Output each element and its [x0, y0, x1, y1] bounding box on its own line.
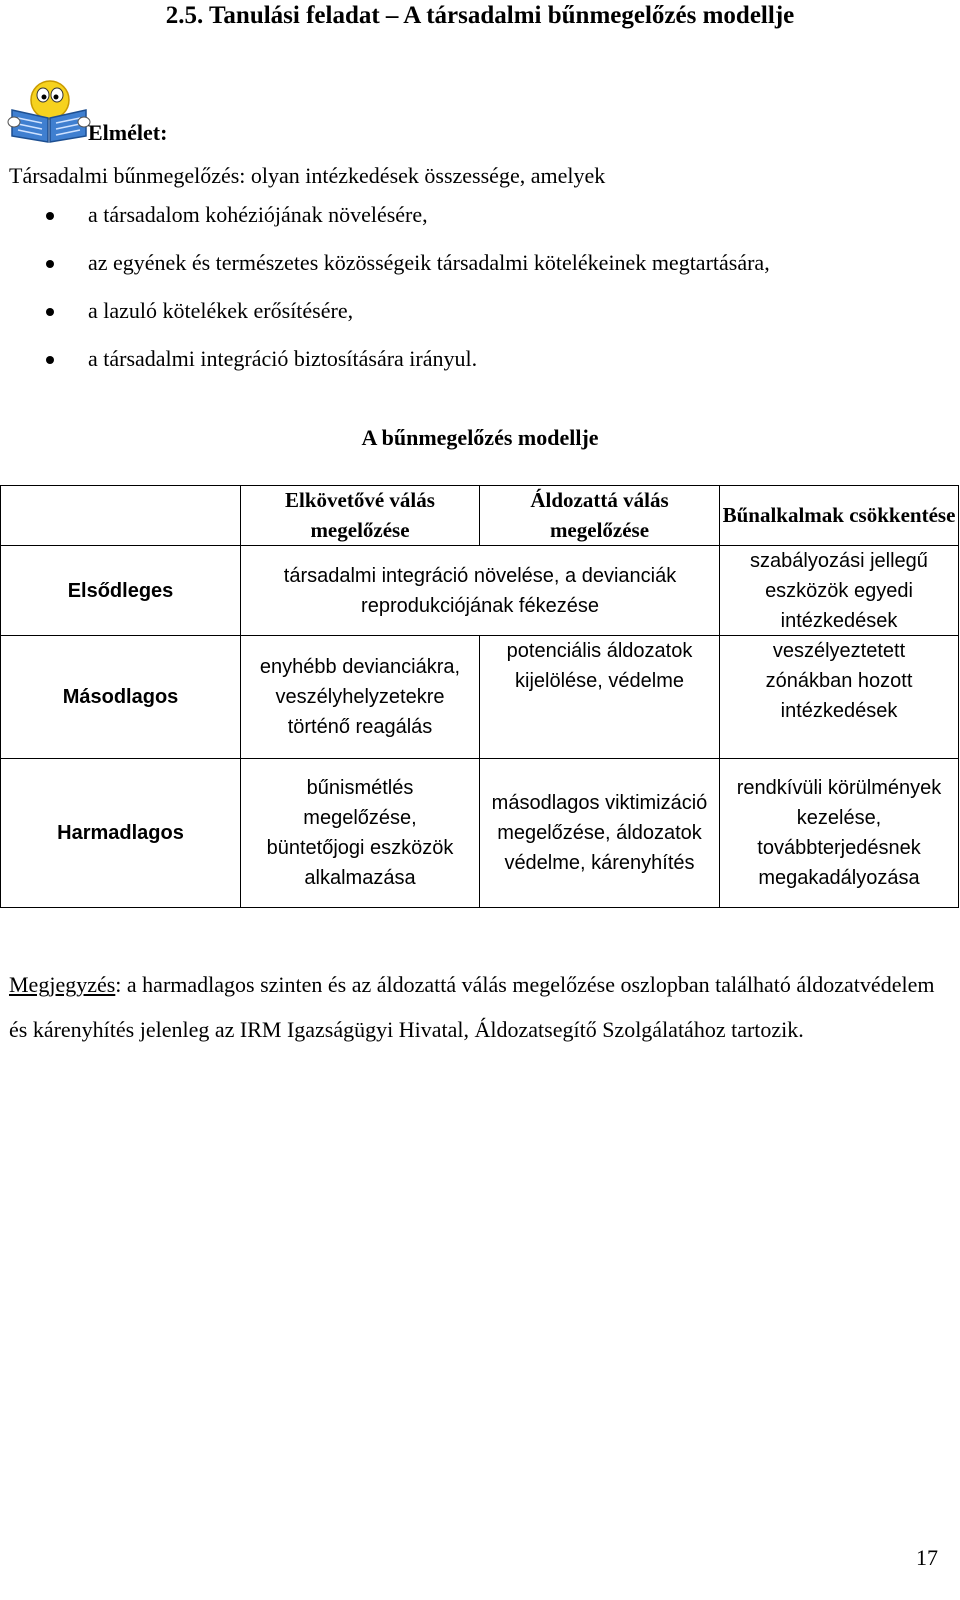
page-number: 17 [916, 1545, 938, 1570]
table-border-right [958, 485, 959, 908]
bullet-icon [46, 260, 54, 268]
definition-text: Társadalmi bűnmegelőzés: olyan intézkedések összessége, amelyek [9, 163, 606, 188]
theory-label: Elmélet: [88, 120, 168, 145]
table-cell: potenciális áldozatok kijelölése, védelme [506, 640, 693, 692]
reading-book-smiley-icon [6, 80, 92, 144]
list-item: a társadalmi integráció biztosítására irányul. [0, 346, 770, 394]
row-label: Elsődleges [67, 579, 174, 602]
bullet-icon [46, 308, 54, 316]
column-header: Elkövetővé válás megelőzése [285, 488, 435, 542]
table-cell: rendkívüli körülmények kezelése, továbbterjedésnek megakadályozása [736, 777, 942, 889]
column-header: Áldozattá válás megelőzése [530, 488, 669, 542]
list-item: a társadalom kohéziójának növelésére, [0, 202, 770, 250]
row-label: Harmadlagos [57, 822, 184, 844]
bullet-icon [46, 212, 54, 220]
list-item: a lazuló kötelékek erősítésére, [0, 298, 770, 346]
row-label: Másodlagos [62, 686, 179, 708]
definition-bullet-list [0, 202, 770, 394]
table-cell: veszélyeztetett zónákban hozott intézkedések [765, 640, 913, 722]
list-item: az egyének és természetes közösségeik társadalmi kötelékeinek megtartására, [0, 250, 770, 298]
table-cell: másodlagos viktimizáció megelőzése, áldozatok védelme, kárenyhítés [491, 792, 708, 874]
table-cell: bűnismétlés megelőzése, büntetőjogi eszközök alkalmazása [266, 777, 454, 889]
page-title: 2.5. Tanulási feladat – A társadalmi bűnmegelőzés modellje [165, 2, 795, 29]
crime-prevention-model-table [0, 485, 959, 908]
note-label: Megjegyzés [9, 972, 116, 997]
table-cell: szabályozási jellegű eszközök egyedi intézkedések [750, 549, 928, 632]
note-paragraph [9, 962, 939, 1052]
model-title: A bűnmegelőzés modellje [361, 425, 599, 450]
column-header: Bűnalkalmak csökkentése [722, 503, 956, 527]
note-text: : a harmadlagos szinten és az áldozattá válás megelőzése oszlopban található áldozatvédelem és kárenyhítés jelenleg az IRM Igazságügyi Hivatal, Áldozatsegítő Szolgálatához tartozik. [9, 972, 935, 1042]
table-cell: enyhébb devianciákra, veszélyhelyzetekre történő reagálás [259, 656, 461, 738]
table-cell-merged: társadalmi integráció növelése, a devianciák reprodukciójának fékezése [283, 564, 677, 617]
bullet-icon [46, 356, 54, 364]
